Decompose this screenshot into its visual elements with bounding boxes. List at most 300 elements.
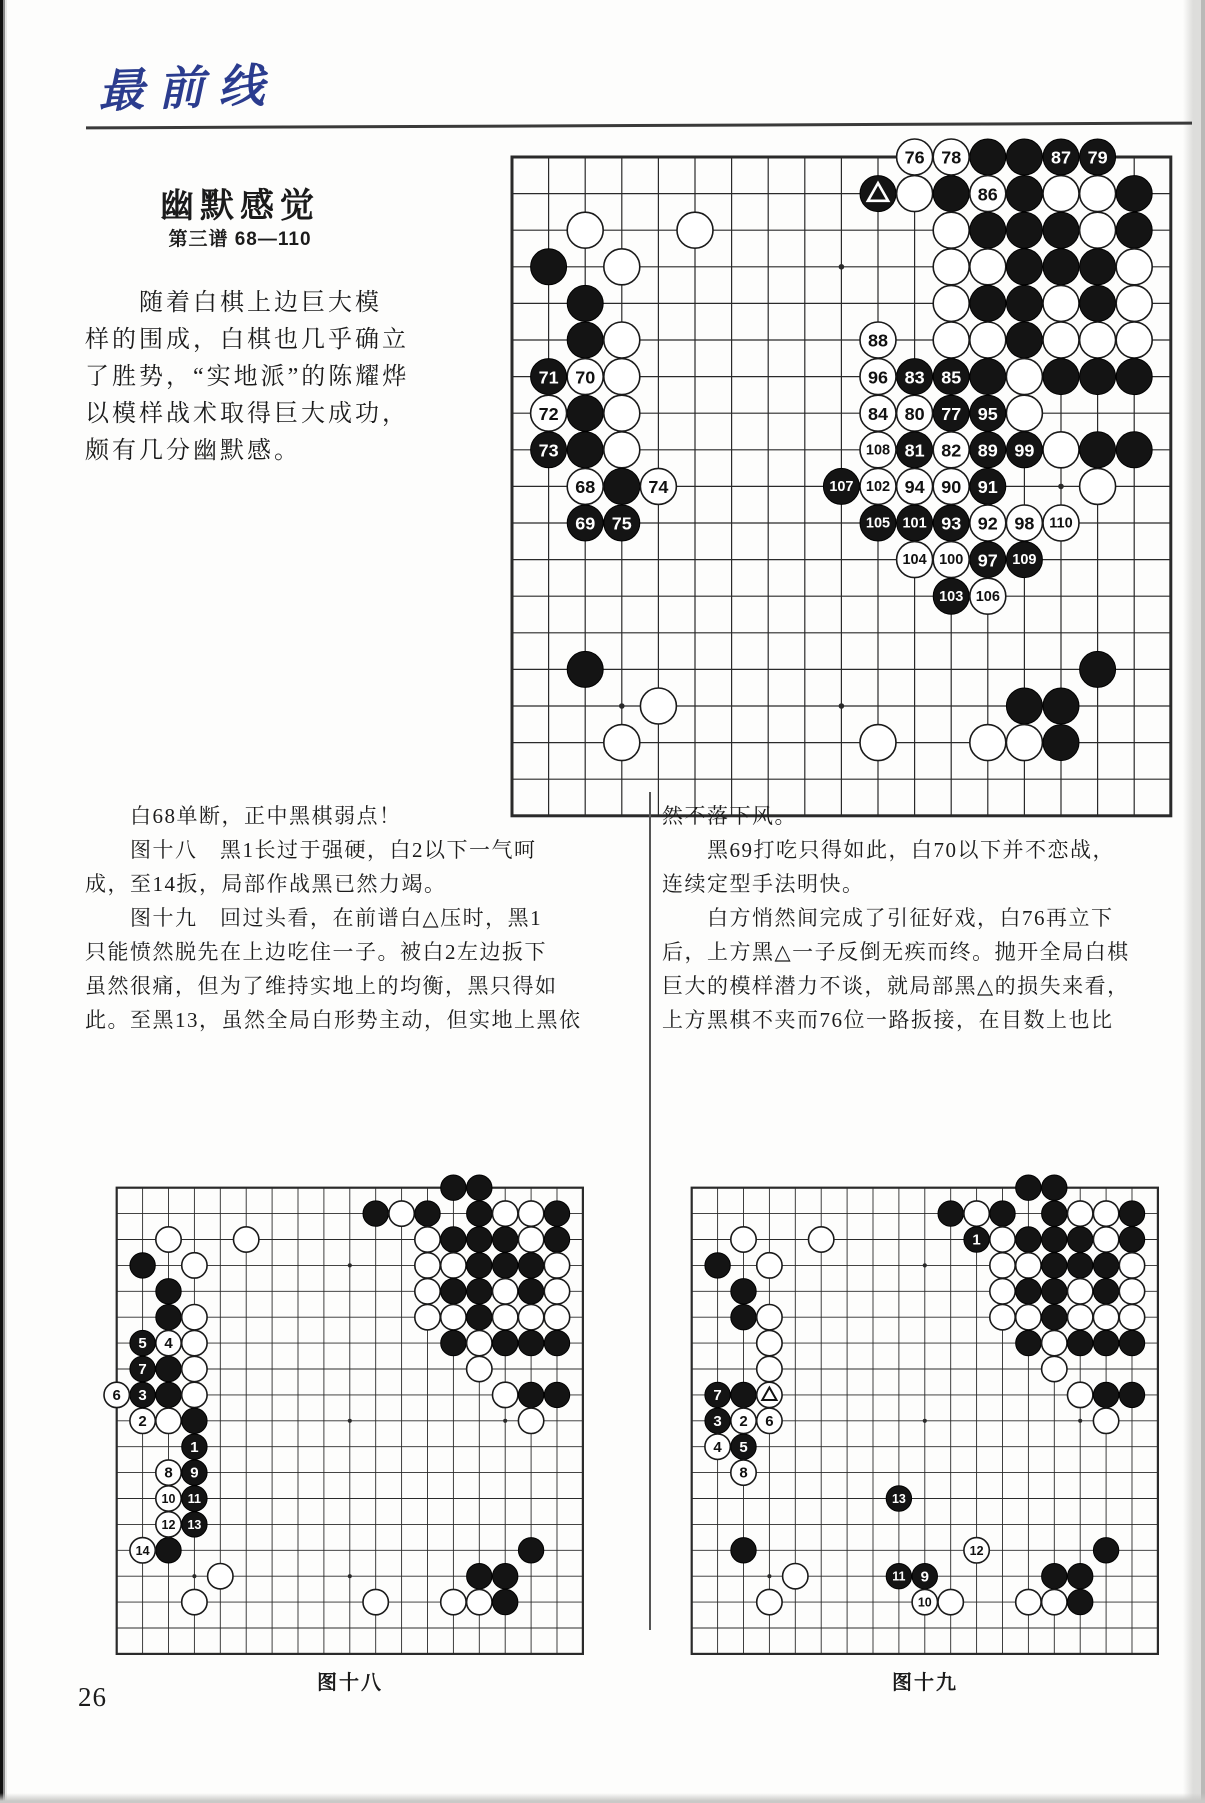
black-stone xyxy=(970,285,1006,321)
white-stone-move-90 xyxy=(933,468,969,504)
white-stone-move-4 xyxy=(705,1434,730,1459)
stone-label: 77 xyxy=(941,403,962,424)
white-stone xyxy=(990,1305,1015,1330)
white-stone xyxy=(1042,1331,1067,1356)
stone-label: 12 xyxy=(161,1518,176,1533)
stone-label: 86 xyxy=(977,184,998,205)
stone-label: 106 xyxy=(975,588,1000,605)
stone-label: 80 xyxy=(904,403,925,424)
white-stone xyxy=(182,1253,207,1278)
stone-label: 69 xyxy=(575,513,596,534)
white-stone xyxy=(1016,1305,1041,1330)
stone-label: 11 xyxy=(892,1569,906,1584)
black-stone xyxy=(567,395,603,431)
black-stone xyxy=(467,1564,492,1589)
stone-label: 79 xyxy=(1087,147,1108,168)
white-stone xyxy=(567,212,603,248)
black-stone xyxy=(1120,1382,1145,1407)
white-stone xyxy=(1120,1279,1145,1304)
white-stone xyxy=(493,1279,518,1304)
white-stone xyxy=(604,249,640,285)
stone-label: 101 xyxy=(902,515,927,532)
white-stone xyxy=(933,212,969,248)
right-column-line-5: 后，上方黑△一子反倒无疾而终。抛开全局白棋 xyxy=(662,940,1130,964)
stone-label: 83 xyxy=(904,367,925,388)
white-stone xyxy=(990,1253,1015,1278)
black-stone xyxy=(970,359,1006,395)
white-stone xyxy=(933,249,969,285)
white-stone xyxy=(970,249,1006,285)
black-stone-move-97 xyxy=(970,542,1006,578)
white-stone-move-70 xyxy=(567,359,603,395)
stone-label: 95 xyxy=(977,403,998,424)
black-stone-move-75 xyxy=(604,505,640,541)
black-stone xyxy=(1094,1331,1119,1356)
white-stone xyxy=(441,1305,466,1330)
white-stone xyxy=(860,725,896,761)
stone-label: 3 xyxy=(713,1413,723,1431)
white-stone-move-8 xyxy=(156,1460,181,1485)
stone-label: 13 xyxy=(892,1492,907,1507)
white-stone-move-2 xyxy=(130,1408,155,1433)
stone-label: 87 xyxy=(1050,147,1072,168)
white-stone xyxy=(933,322,969,358)
black-stone-move-71 xyxy=(531,359,567,395)
black-stone xyxy=(1094,1279,1119,1304)
black-stone xyxy=(156,1279,181,1304)
white-stone xyxy=(156,1227,181,1252)
stone-label: 94 xyxy=(904,477,925,498)
white-stone xyxy=(1080,176,1116,212)
black-stone xyxy=(970,139,1006,175)
page-number: 26 xyxy=(78,1682,107,1712)
white-stone xyxy=(1094,1408,1119,1433)
stone-label: 107 xyxy=(829,478,854,495)
stone-label: 71 xyxy=(538,367,559,388)
black-stone-move-7 xyxy=(705,1382,730,1407)
black-stone xyxy=(1068,1564,1093,1589)
black-stone xyxy=(1043,359,1079,395)
intro-line-2: 样的围成，白棋也几乎确立 xyxy=(85,327,409,353)
black-stone xyxy=(130,1253,155,1278)
stone-label: 2 xyxy=(739,1413,748,1431)
white-stone xyxy=(604,432,640,468)
black-stone xyxy=(1080,359,1116,395)
white-stone xyxy=(757,1331,782,1356)
white-stone xyxy=(1080,212,1116,248)
black-stone-move-5 xyxy=(130,1331,155,1356)
stone-label: 72 xyxy=(538,403,559,424)
white-stone-move-82 xyxy=(933,432,969,468)
white-stone xyxy=(1080,468,1116,504)
black-stone-move-3 xyxy=(130,1382,155,1407)
black-stone xyxy=(1043,725,1079,761)
white-stone xyxy=(1042,1590,1067,1615)
stone-label: 90 xyxy=(941,477,962,498)
black-stone xyxy=(545,1201,570,1226)
white-stone xyxy=(990,1279,1015,1304)
stone-label: 68 xyxy=(575,477,596,498)
white-stone xyxy=(1068,1279,1093,1304)
white-stone xyxy=(519,1201,544,1226)
white-stone xyxy=(1006,359,1042,395)
stone-label: 104 xyxy=(902,552,927,569)
white-stone xyxy=(757,1357,782,1382)
black-stone xyxy=(1006,139,1042,175)
black-stone xyxy=(545,1382,570,1407)
white-stone xyxy=(1016,1253,1041,1278)
black-stone xyxy=(493,1253,518,1278)
white-stone-move-12 xyxy=(964,1538,989,1563)
stone-label: 98 xyxy=(1014,513,1035,534)
black-stone-move-13 xyxy=(886,1486,911,1511)
black-stone xyxy=(1043,688,1079,724)
black-stone xyxy=(493,1564,518,1589)
white-stone xyxy=(1094,1305,1119,1330)
white-stone xyxy=(604,725,640,761)
black-stone-move-87 xyxy=(1043,139,1079,175)
white-stone xyxy=(1006,395,1042,431)
left-column-line-4: 图十九 回过头看，在前谱白△压时，黑1 xyxy=(85,906,543,930)
left-column-line-3: 成，至14扳，局部作战黑已然力竭。 xyxy=(85,872,447,896)
black-stone xyxy=(1068,1331,1093,1356)
white-stone xyxy=(467,1331,492,1356)
black-stone xyxy=(467,1305,492,1330)
white-stone xyxy=(1094,1201,1119,1226)
white-stone xyxy=(809,1227,834,1252)
white-stone-move-104 xyxy=(897,542,933,578)
stone-label: 74 xyxy=(648,477,669,498)
white-stone xyxy=(467,1590,492,1615)
stone-label: 105 xyxy=(865,515,891,532)
black-stone-move-73 xyxy=(531,432,567,468)
black-stone xyxy=(1116,432,1152,468)
stone-label: 7 xyxy=(138,1361,148,1379)
intro-line-3: 了胜势，“实地派”的陈耀烨 xyxy=(85,364,410,390)
stone-label: 13 xyxy=(187,1518,202,1533)
star-point xyxy=(768,1574,772,1578)
black-stone xyxy=(1006,688,1042,724)
black-stone xyxy=(1068,1227,1093,1252)
white-stone xyxy=(1043,176,1079,212)
left-column-line-7: 此。至黑13，虽然全局白形势主动，但实地上黑依 xyxy=(85,1008,582,1032)
black-stone xyxy=(493,1590,518,1615)
white-stone xyxy=(545,1279,570,1304)
black-stone xyxy=(1042,1227,1067,1252)
black-stone-move-81 xyxy=(897,432,933,468)
black-stone-move-11 xyxy=(182,1486,207,1511)
white-stone xyxy=(757,1305,782,1330)
white-stone-move-10 xyxy=(156,1486,181,1511)
stone-label: 7 xyxy=(713,1387,723,1405)
white-stone xyxy=(1043,432,1079,468)
black-stone xyxy=(1080,249,1116,285)
white-stone-move-2 xyxy=(731,1408,756,1433)
black-stone xyxy=(1042,1253,1067,1278)
stone-label: 12 xyxy=(969,1544,984,1559)
black-stone xyxy=(1042,1305,1067,1330)
scan-left-edge xyxy=(0,0,7,1803)
stone-label: 88 xyxy=(867,330,889,351)
header-rule xyxy=(86,122,1192,130)
stone-label: 3 xyxy=(138,1387,148,1405)
black-stone xyxy=(1042,1564,1067,1589)
white-stone xyxy=(897,176,933,212)
black-stone xyxy=(441,1175,466,1200)
stone-label: 76 xyxy=(904,147,925,168)
black-stone xyxy=(415,1201,440,1226)
stone-label: 10 xyxy=(918,1595,933,1610)
stone-label: 4 xyxy=(164,1335,173,1353)
white-stone-move-6 xyxy=(757,1408,782,1433)
black-stone-move-103 xyxy=(933,578,969,614)
right-column-line-6: 巨大的模样潜力不谈，就局部黑△的损失来看， xyxy=(662,974,1130,998)
white-stone xyxy=(757,1382,782,1407)
black-stone xyxy=(156,1538,181,1563)
black-stone-move-93 xyxy=(933,505,969,541)
black-stone xyxy=(441,1279,466,1304)
stone-label: 96 xyxy=(867,367,889,388)
stone-label: 89 xyxy=(977,440,998,461)
black-stone xyxy=(567,285,603,321)
column-logo-calligraphy: 最前线 xyxy=(97,59,279,118)
black-stone xyxy=(1042,1175,1067,1200)
black-stone xyxy=(467,1201,492,1226)
white-stone-move-92 xyxy=(970,505,1006,541)
black-stone xyxy=(1042,1279,1067,1304)
intro-line-4: 以模样战术取得巨大成功， xyxy=(85,401,409,427)
white-stone xyxy=(415,1279,440,1304)
black-stone xyxy=(156,1357,181,1382)
white-stone-move-96 xyxy=(860,359,896,395)
white-stone xyxy=(493,1201,518,1226)
white-stone xyxy=(545,1305,570,1330)
white-stone xyxy=(234,1227,259,1252)
black-stone-move-83 xyxy=(897,359,933,395)
stone-label: 82 xyxy=(941,440,962,461)
white-stone xyxy=(1116,285,1152,321)
stone-label: 100 xyxy=(939,552,964,569)
black-stone xyxy=(493,1227,518,1252)
black-stone xyxy=(1120,1331,1145,1356)
black-stone xyxy=(1094,1253,1119,1278)
stone-label: 1 xyxy=(972,1231,982,1249)
stone-label: 9 xyxy=(920,1568,930,1586)
white-stone xyxy=(1120,1305,1145,1330)
white-stone xyxy=(604,359,640,395)
left-column-line-1: 白68单断，正中黑棋弱点！ xyxy=(85,804,402,828)
right-column-line-4: 白方悄然间完成了引征好戏，白76再立下 xyxy=(662,906,1114,930)
go-board-figure-19 xyxy=(675,1171,1175,1671)
stone-label: 1 xyxy=(190,1439,199,1457)
stone-label: 92 xyxy=(977,513,998,534)
white-stone xyxy=(182,1305,207,1330)
white-stone xyxy=(731,1227,756,1252)
stone-label: 11 xyxy=(188,1492,202,1507)
star-point xyxy=(1058,484,1064,490)
white-stone xyxy=(990,1227,1015,1252)
white-stone xyxy=(1116,249,1152,285)
white-stone xyxy=(1068,1305,1093,1330)
white-stone xyxy=(415,1227,440,1252)
stone-label: 78 xyxy=(941,147,962,168)
black-stone-move-7 xyxy=(130,1357,155,1382)
black-stone-move-11 xyxy=(886,1564,911,1589)
right-column-line-3: 连续定型手法明快。 xyxy=(662,872,865,896)
white-stone xyxy=(1068,1382,1093,1407)
white-stone xyxy=(182,1331,207,1356)
white-stone xyxy=(493,1382,518,1407)
white-stone xyxy=(1043,322,1079,358)
figure-19-caption: 图十九 xyxy=(892,1672,958,1694)
white-stone xyxy=(1094,1227,1119,1252)
right-column-line-2: 黑69打吃只得如此，白70以下并不恋战， xyxy=(662,838,1115,862)
black-stone xyxy=(1043,249,1079,285)
white-stone xyxy=(1080,322,1116,358)
black-stone xyxy=(1006,285,1042,321)
star-point xyxy=(503,1419,507,1423)
white-stone xyxy=(519,1227,544,1252)
white-stone-move-74 xyxy=(640,468,676,504)
black-stone xyxy=(1006,322,1042,358)
black-stone xyxy=(519,1253,544,1278)
white-stone-move-80 xyxy=(897,395,933,431)
star-point xyxy=(839,264,845,270)
star-point xyxy=(348,1419,352,1423)
black-stone xyxy=(1016,1279,1041,1304)
black-stone xyxy=(731,1382,756,1407)
black-stone xyxy=(567,322,603,358)
black-stone-move-1 xyxy=(964,1227,989,1252)
white-stone-move-88 xyxy=(860,322,896,358)
black-stone xyxy=(1116,176,1152,212)
white-stone-move-8 xyxy=(731,1460,756,1485)
white-stone xyxy=(493,1305,518,1330)
black-stone xyxy=(182,1408,207,1433)
figure-18-caption: 图十八 xyxy=(317,1672,383,1694)
black-stone-move-99 xyxy=(1006,432,1042,468)
black-stone-move-9 xyxy=(182,1460,207,1485)
white-stone-move-14 xyxy=(130,1538,155,1563)
white-stone-move-68 xyxy=(567,468,603,504)
black-stone xyxy=(519,1279,544,1304)
black-stone-move-95 xyxy=(970,395,1006,431)
black-stone xyxy=(1120,1227,1145,1252)
white-stone-move-72 xyxy=(531,395,567,431)
black-stone-move-13 xyxy=(182,1512,207,1537)
stone-label: 85 xyxy=(941,367,962,388)
stone-label: 97 xyxy=(977,550,998,571)
black-stone xyxy=(1094,1538,1119,1563)
left-column-line-2: 图十八 黑1长过于强硬，白2以下一气呵 xyxy=(85,838,537,862)
white-stone-move-110 xyxy=(1043,505,1079,541)
black-stone-move-101 xyxy=(897,505,933,541)
go-board-main-diagram xyxy=(490,135,1193,838)
black-stone xyxy=(731,1305,756,1330)
black-stone xyxy=(531,249,567,285)
black-stone-move-85 xyxy=(933,359,969,395)
white-stone xyxy=(757,1253,782,1278)
white-stone xyxy=(970,322,1006,358)
white-stone xyxy=(1006,725,1042,761)
go-board-figure-18 xyxy=(100,1171,600,1671)
black-stone xyxy=(705,1253,730,1278)
white-stone xyxy=(1042,1357,1067,1382)
black-stone xyxy=(467,1253,492,1278)
stone-label: 102 xyxy=(865,478,891,495)
white-stone xyxy=(415,1253,440,1278)
white-stone xyxy=(1120,1253,1145,1278)
black-stone xyxy=(1080,651,1116,687)
white-stone-move-100 xyxy=(933,542,969,578)
stone-label: 5 xyxy=(138,1335,148,1353)
white-stone-move-108 xyxy=(860,432,896,468)
white-stone xyxy=(389,1201,414,1226)
black-stone xyxy=(1016,1331,1041,1356)
white-stone-move-78 xyxy=(933,139,969,175)
intro-line-5: 颇有几分幽默感。 xyxy=(85,438,301,464)
white-stone xyxy=(182,1357,207,1382)
intro-line-1: 随着白棋上边巨大模 xyxy=(85,290,382,316)
column-divider-rule xyxy=(649,792,651,1630)
white-stone-move-4 xyxy=(156,1331,181,1356)
black-stone xyxy=(156,1382,181,1407)
star-point xyxy=(193,1574,197,1578)
black-stone xyxy=(1094,1382,1119,1407)
right-column-line-7: 上方黑棋不夹而76位一路扳接，在目数上也比 xyxy=(662,1008,1114,1032)
stone-label: 108 xyxy=(865,442,891,459)
black-stone-move-109 xyxy=(1006,542,1042,578)
white-stone xyxy=(441,1590,466,1615)
white-stone xyxy=(467,1357,492,1382)
stone-label: 75 xyxy=(611,513,632,534)
black-stone xyxy=(467,1175,492,1200)
white-stone xyxy=(363,1590,388,1615)
white-stone xyxy=(677,212,713,248)
white-stone xyxy=(933,285,969,321)
white-stone xyxy=(970,725,1006,761)
white-stone xyxy=(640,688,676,724)
white-stone xyxy=(604,322,640,358)
star-point xyxy=(619,703,625,709)
stone-label: 110 xyxy=(1049,515,1073,532)
white-stone xyxy=(208,1564,233,1589)
star-point xyxy=(348,1574,352,1578)
white-stone xyxy=(1016,1590,1041,1615)
stone-label: 84 xyxy=(867,403,889,424)
black-stone xyxy=(519,1331,544,1356)
star-point xyxy=(923,1419,927,1423)
white-stone-move-106 xyxy=(970,578,1006,614)
stone-label: 10 xyxy=(161,1492,176,1507)
black-stone xyxy=(545,1331,570,1356)
white-stone-move-98 xyxy=(1006,505,1042,541)
white-stone xyxy=(783,1564,808,1589)
black-stone-move-89 xyxy=(970,432,1006,468)
black-stone xyxy=(519,1538,544,1563)
left-column-line-5: 只能愤然脱先在上边吃住一子。被白2左边扳下 xyxy=(85,940,547,964)
black-stone xyxy=(1116,212,1152,248)
stone-label: 14 xyxy=(135,1544,150,1559)
star-point xyxy=(1078,1419,1082,1423)
black-stone xyxy=(1042,1201,1067,1226)
black-stone xyxy=(1068,1253,1093,1278)
stone-label: 99 xyxy=(1014,440,1035,461)
black-stone xyxy=(1116,359,1152,395)
black-stone-move-79 xyxy=(1080,139,1116,175)
white-stone xyxy=(415,1305,440,1330)
white-stone-move-86 xyxy=(970,176,1006,212)
